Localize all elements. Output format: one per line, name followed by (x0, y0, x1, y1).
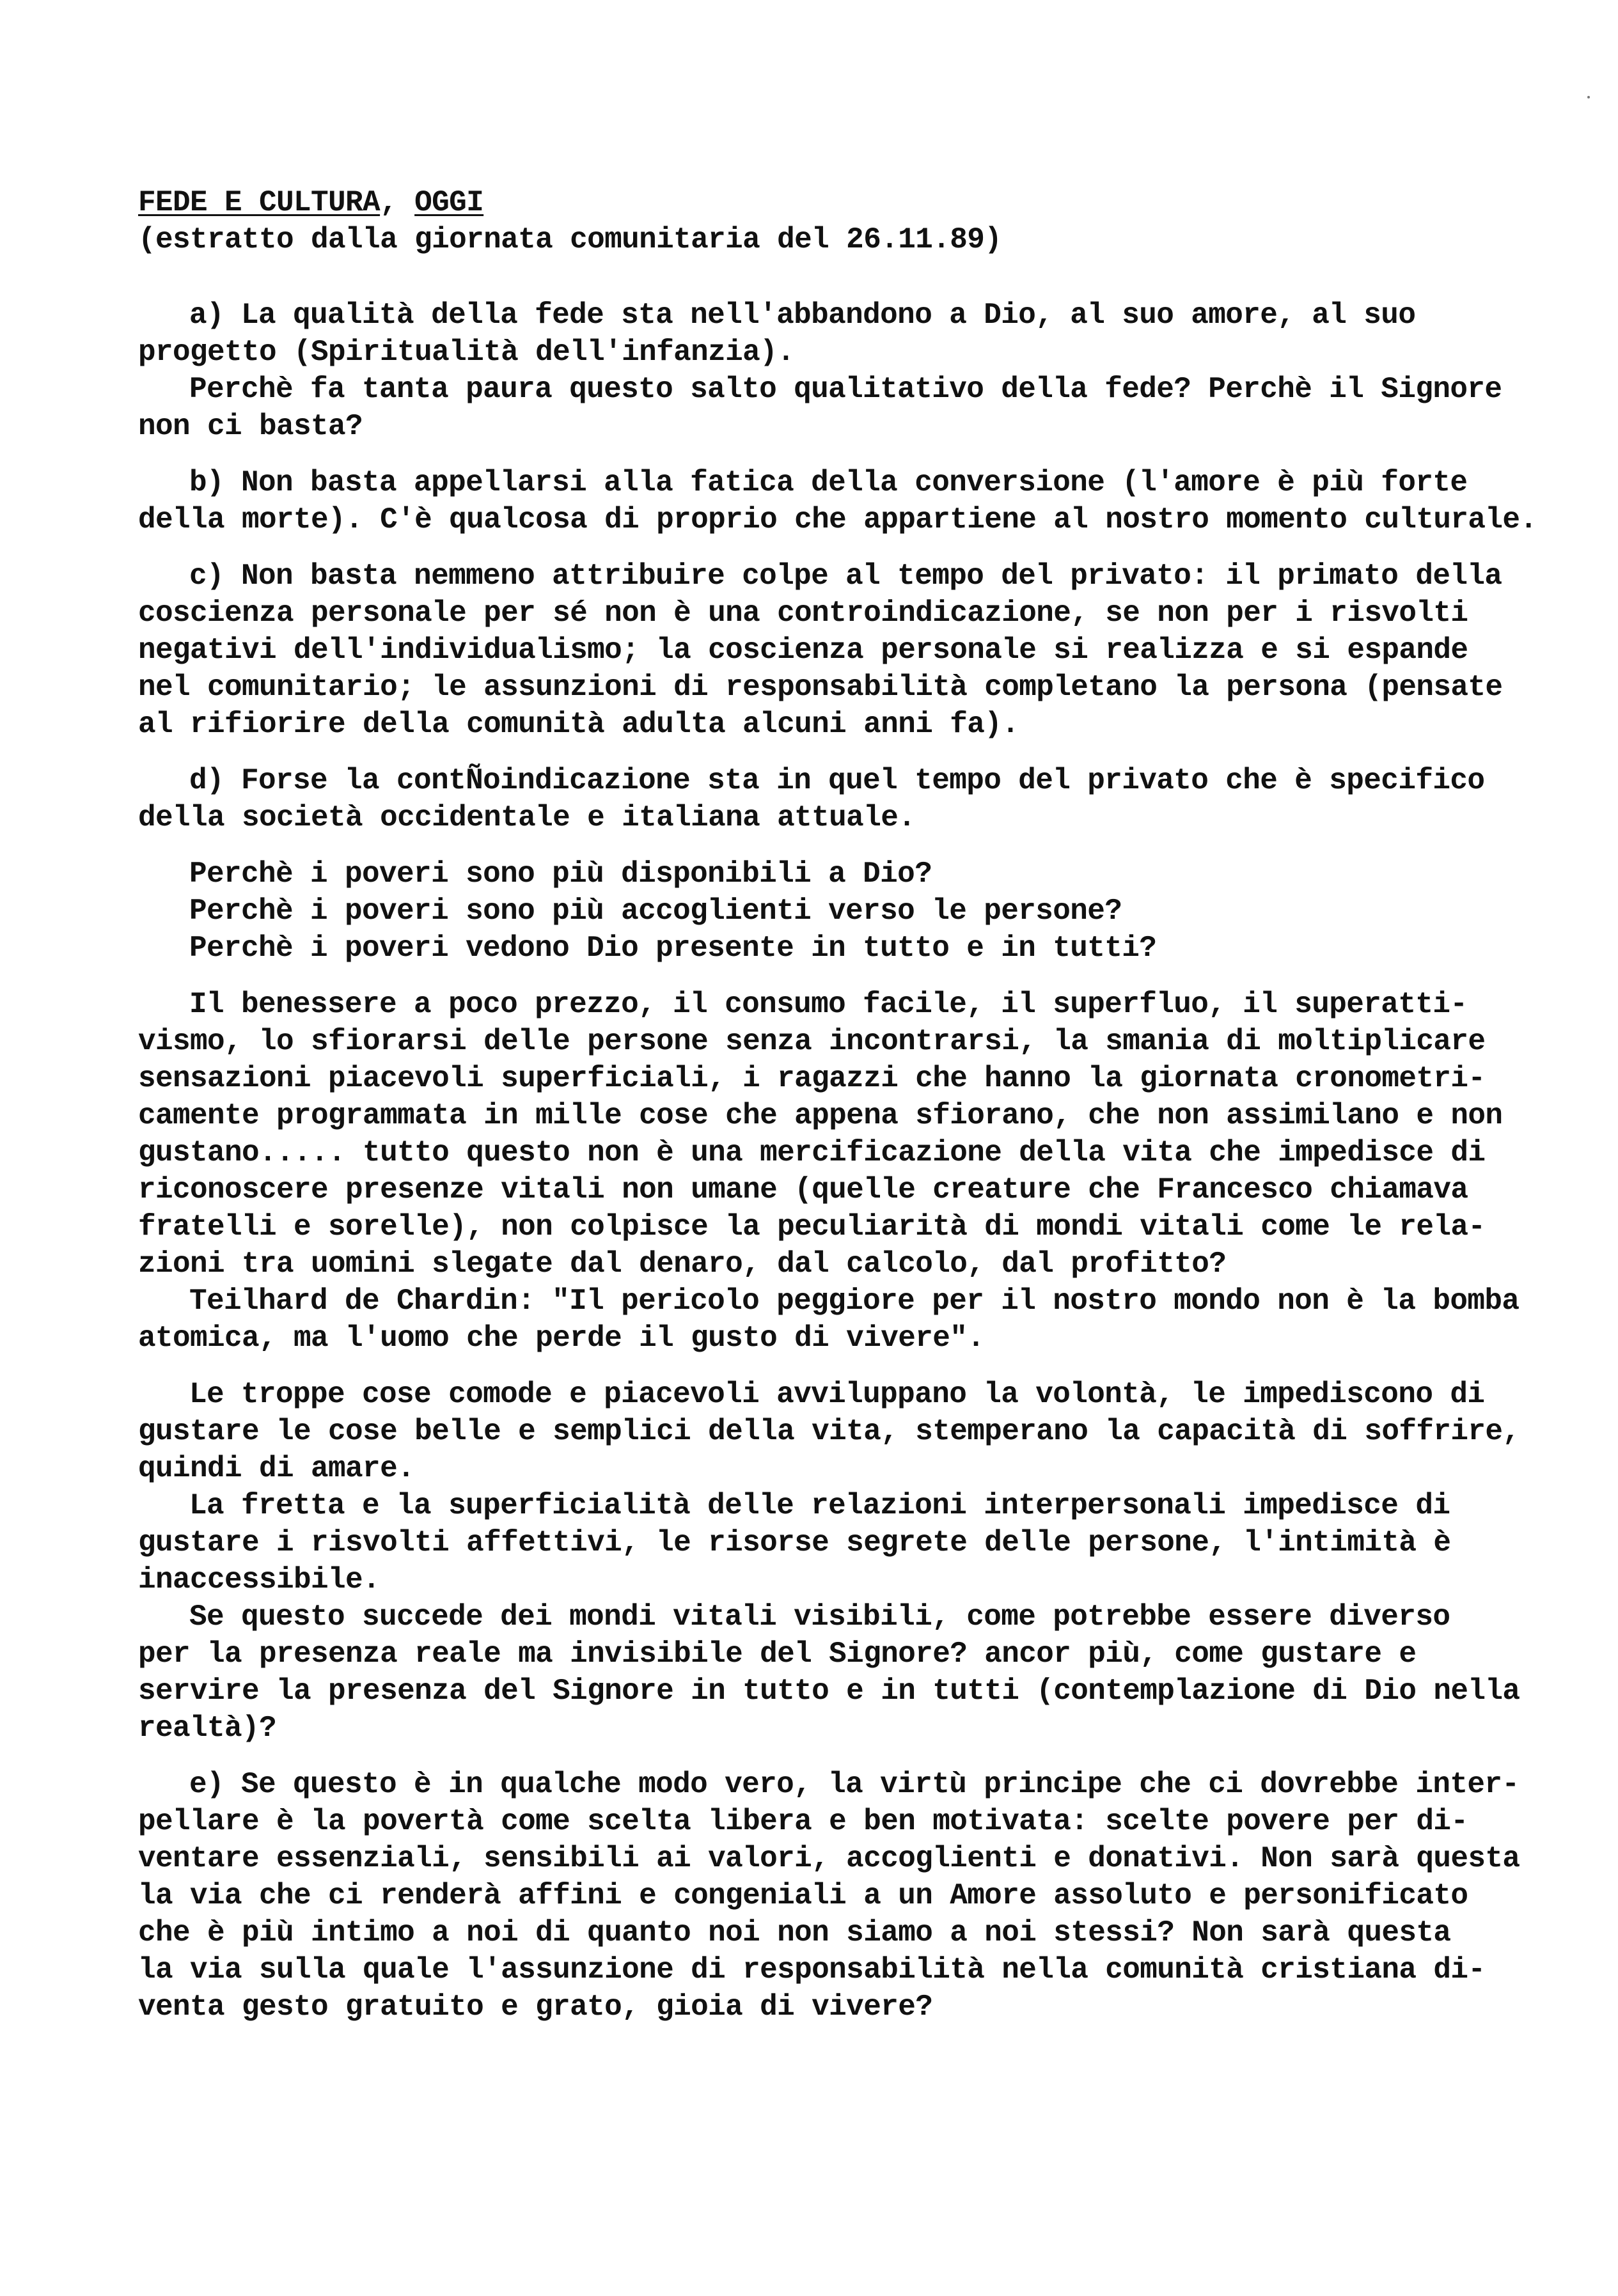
text-line: e) Se questo è in qualche modo vero, la virtù principe che ci dovrebbe inter- (189, 1768, 1520, 1801)
text-line: Il benessere a poco prezzo, il consumo facile, il superfluo, il superatti- (189, 988, 1468, 1021)
text-line: coscienza personale per sé non è una controindicazione, se non per i risvolti (138, 597, 1468, 630)
text-line: atomica, ma l'uomo che perde il gusto di vivere". (138, 1322, 985, 1355)
text-line: per la presenza reale ma invisibile del Signore? ancor più, come gustare e (138, 1637, 1417, 1671)
text-line: non ci basta? (138, 410, 363, 443)
text-line: a) La qualità della fede sta nell'abbandono a Dio, al suo amore, al suo (189, 299, 1416, 332)
text-line: b) Non basta appellarsi alla fatica della conversione (l'amore è più forte (189, 466, 1468, 499)
text-line: della società occidentale e italiana attuale. (138, 801, 916, 834)
text-line: Perchè i poveri sono più disponibili a Dio? (189, 857, 932, 891)
title-part-2: OGGI (414, 186, 484, 219)
page-subtitle: (estratto dalla giornata comunitaria del 26.11.89) (138, 223, 1002, 256)
text-line: negativi dell'individualismo; la coscienza personale si realizza e si espande (138, 634, 1468, 667)
scan-speck (1587, 96, 1590, 98)
text-line: fratelli e sorelle), non colpisce la peculiarità di mondi vitali come le rela- (138, 1210, 1486, 1244)
text-line: realtà)? (138, 1712, 277, 1745)
text-line: camente programmata in mille cose che appena sfiorano, che non assimilano e non (138, 1099, 1503, 1132)
text-line: quindi di amare. (138, 1452, 415, 1485)
text-line: Se questo succede dei mondi vitali visibili, come potrebbe essere diverso (189, 1600, 1450, 1634)
text-line: vismo, lo sfiorarsi delle persone senza incontrarsi, la smania di moltiplicare (138, 1025, 1486, 1058)
text-line: Teilhard de Chardin: "Il pericolo peggiore per il nostro mondo non è la bomba (189, 1285, 1520, 1318)
text-line: c) Non basta nemmeno attribuire colpe al tempo del privato: il primato della (189, 559, 1502, 593)
text-line: progetto (Spiritualità dell'infanzia). (138, 336, 795, 369)
text-line: venta gesto gratuito e grato, gioia di vivere? (138, 1990, 933, 2024)
text-line: gustare i risvolti affettivi, le risorse segrete delle persone, l'intimità è (138, 1526, 1451, 1559)
text-line: Perchè fa tanta paura questo salto qualitativo della fede? Perchè il Signore (189, 373, 1502, 406)
text-line: Perchè i poveri vedono Dio presente in tutto e in tutti? (189, 932, 1157, 965)
page-title (138, 184, 483, 221)
text-line: La fretta e la superficialità delle relazioni interpersonali impedisce di (189, 1489, 1450, 1522)
text-line: che è più intimo a noi di quanto noi non siamo a noi stessi? Non sarà questa (138, 1916, 1451, 1949)
text-line: pellare è la povertà come scelta libera e ben motivata: scelte povere per di- (138, 1805, 1468, 1838)
text-line: della morte). C'è qualcosa di proprio che appartiene al nostro momento culturale. (138, 503, 1537, 536)
text-line: ventare essenziali, sensibili ai valori, accoglienti e donativi. Non sarà questa (138, 1842, 1520, 1875)
text-line: sensazioni piacevoli superficiali, i ragazzi che hanno la giornata cronometri- (138, 1062, 1486, 1095)
text-line: zioni tra uomini slegate dal denaro, dal calcolo, dal profitto? (138, 1247, 1227, 1281)
text-line: riconoscere presenze vitali non umane (quelle creature che Francesco chiamava (138, 1173, 1468, 1207)
text-line: gustare le cose belle e semplici della vita, stemperano la capacità di soffrire, (138, 1415, 1520, 1448)
text-line: Perchè i poveri sono più accoglienti verso le persone? (189, 894, 1122, 928)
text-line: Le troppe cose comode e piacevoli avviluppano la volontà, le impediscono di (189, 1378, 1485, 1411)
text-line: la via che ci renderà affini e congeniali a un Amore assoluto e personificato (138, 1879, 1468, 1912)
title-separator: , (380, 186, 415, 219)
text-line: la via sulla quale l'assunzione di responsabilità nella comunità cristiana di- (138, 1953, 1486, 1987)
text-line: al rifiorire della comunità adulta alcuni anni fa). (138, 708, 1019, 741)
text-line: servire la presenza del Signore in tutto e in tutti (contemplazione di Dio nella (138, 1675, 1520, 1708)
text-line: d) Forse la contÑoindicazione sta in quel tempo del privato che è specifico (189, 764, 1485, 797)
text-line: nel comunitario; le assunzioni di responsabilità completano la persona (pensate (138, 671, 1503, 704)
text-line: gustano..... tutto questo non è una mercificazione della vita che impedisce di (138, 1136, 1486, 1169)
text-line: inaccessibile. (138, 1563, 381, 1597)
title-part-1: FEDE E CULTURA (138, 186, 381, 219)
